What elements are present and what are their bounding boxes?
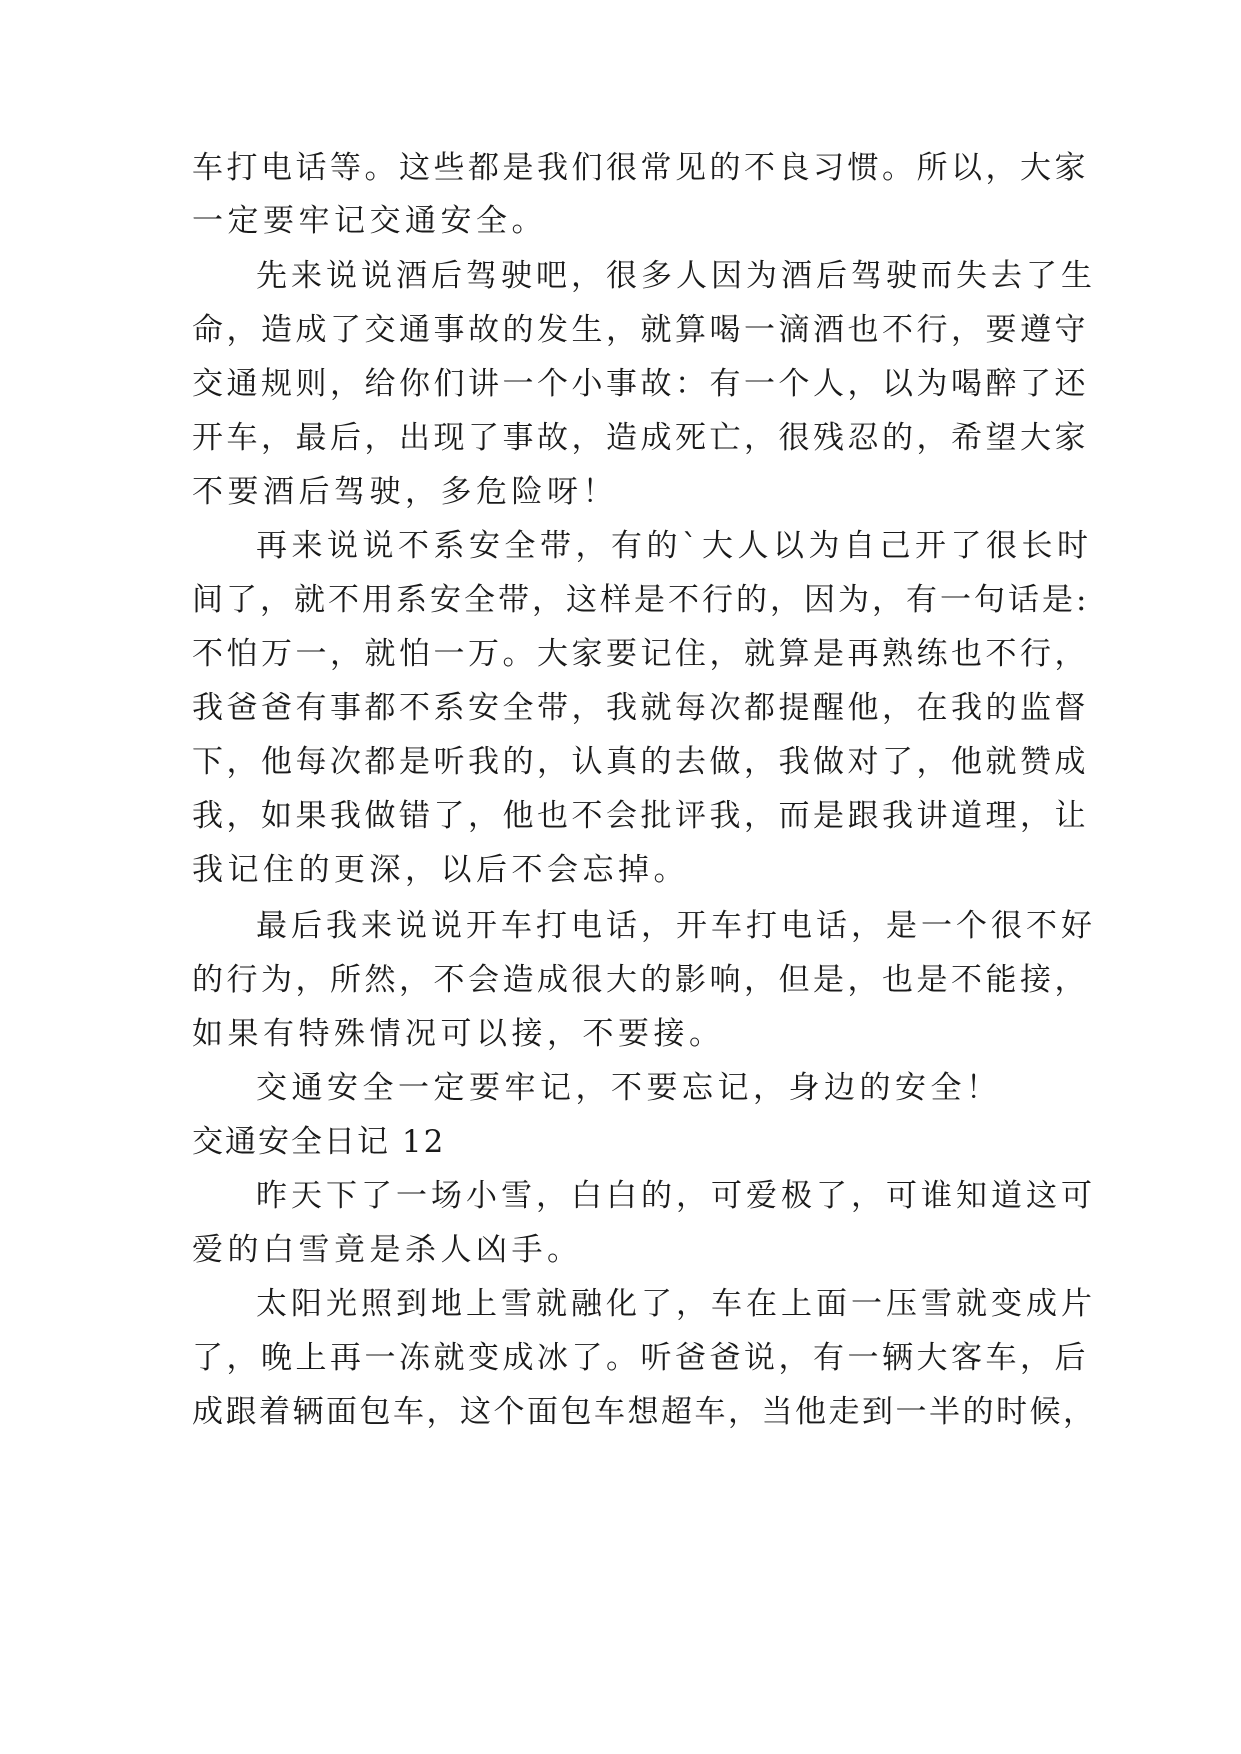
paragraph-line: 车打电话等。这些都是我们很常见的不良习惯。所以，大家	[192, 150, 1089, 186]
paragraph-line: 最后我来说说开车打电话，开车打电话，是一个很不好	[256, 908, 1096, 944]
paragraph-line: 下，他每次都是听我的，认真的去做，我做对了，他就赞成	[192, 744, 1089, 780]
paragraph-line: 间了，就不用系安全带，这样是不行的，因为，有一句话是:	[192, 582, 1090, 618]
paragraph-line: 的行为，所然，不会造成很大的影响，但是，也是不能接，	[192, 962, 1089, 998]
paragraph-line: 再来说说不系安全带，有的`大人以为自己开了很长时	[256, 528, 1093, 564]
paragraph-line: 一定要牢记交通安全。	[192, 203, 547, 239]
paragraph-line: 交通安全一定要牢记，不要忘记，身边的安全！	[256, 1070, 1002, 1106]
paragraph-line: 成跟着辆面包车，这个面包车想超车，当他走到一半的时候，	[192, 1394, 1097, 1430]
paragraph-line: 爱的白雪竟是杀人凶手。	[192, 1232, 583, 1268]
paragraph-line: 太阳光照到地上雪就融化了，车在上面一压雪就变成片	[256, 1286, 1096, 1322]
paragraph-line: 我爸爸有事都不系安全带，我就每次都提醒他，在我的监督	[192, 690, 1089, 726]
section-heading: 交通安全日记 12	[192, 1124, 446, 1160]
paragraph-line: 不怕万一，就怕一万。大家要记住，就算是再熟练也不行，	[192, 636, 1089, 672]
paragraph-line: 命，造成了交通事故的发生，就算喝一滴酒也不行，要遵守	[192, 312, 1089, 348]
paragraph-line: 我，如果我做错了，他也不会批评我，而是跟我讲道理，让	[192, 798, 1089, 834]
paragraph-line: 了，晚上再一冻就变成冰了。听爸爸说，有一辆大客车，后	[192, 1340, 1089, 1376]
paragraph-line: 不要酒后驾驶，多危险呀！	[192, 474, 618, 510]
paragraph-line: 如果有特殊情况可以接，不要接。	[192, 1016, 725, 1052]
paragraph-line: 先来说说酒后驾驶吧，很多人因为酒后驾驶而失去了生	[256, 258, 1096, 294]
paragraph-line: 交通规则，给你们讲一个小事故：有一个人，以为喝醉了还	[192, 366, 1089, 402]
paragraph-line: 我记住的更深，以后不会忘掉。	[192, 852, 689, 888]
paragraph-line: 开车，最后，出现了事故，造成死亡，很残忍的，希望大家	[192, 420, 1089, 456]
paragraph-line: 昨天下了一场小雪，白白的，可爱极了，可谁知道这可	[256, 1178, 1096, 1214]
